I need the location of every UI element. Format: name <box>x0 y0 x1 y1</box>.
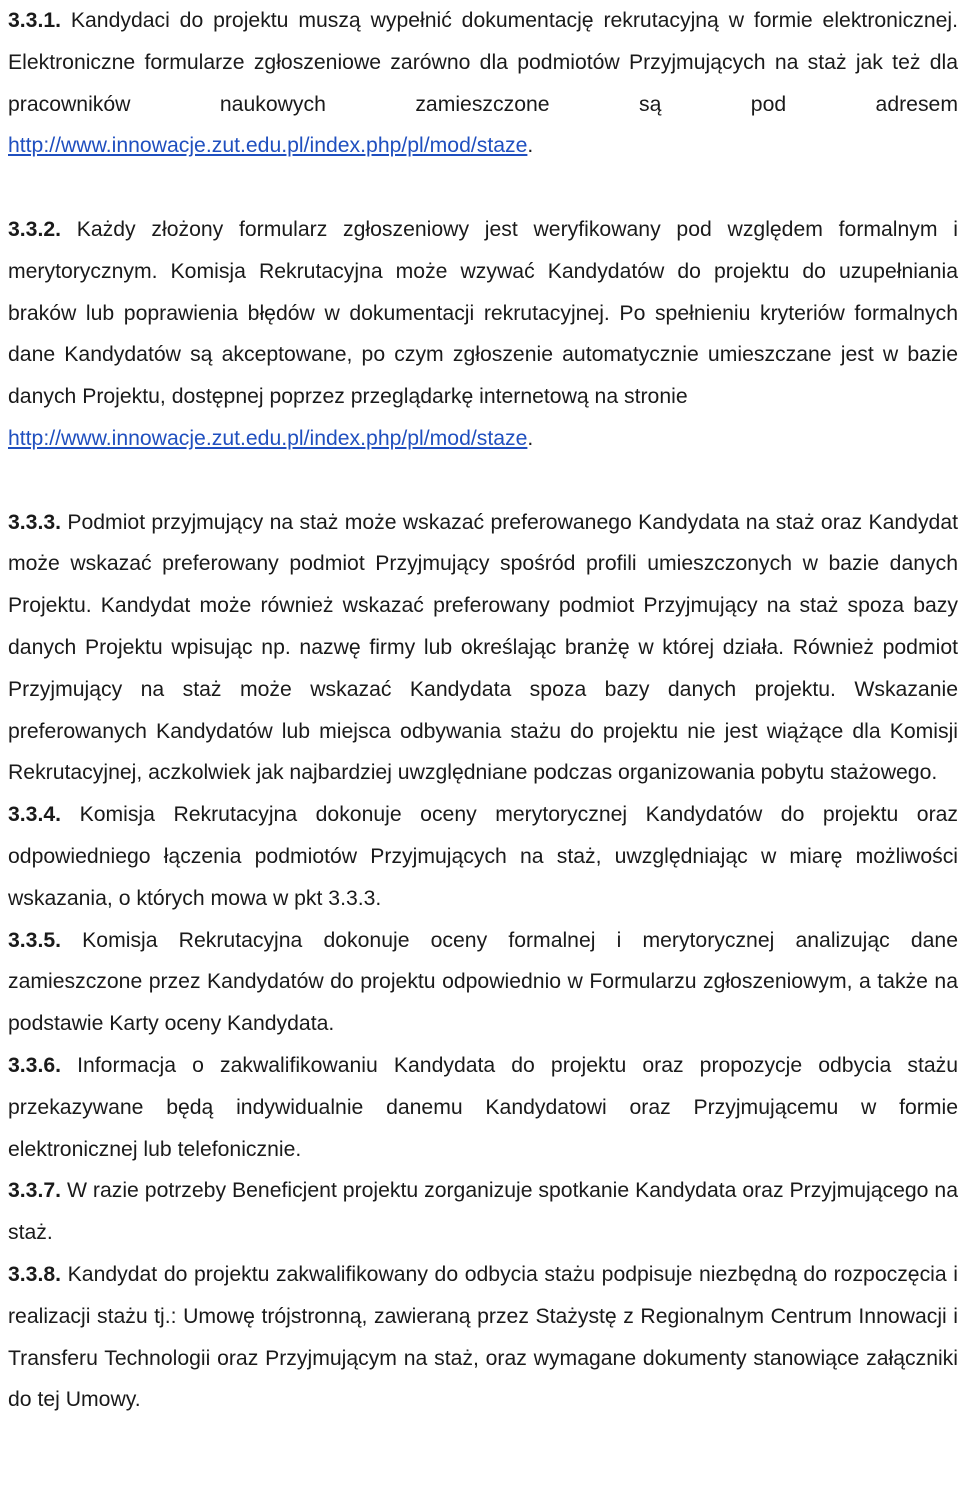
section-text: Informacja o zakwalifikowaniu Kandydata do projektu oraz propozycje odbycia stażu przekazywane będą indywidualnie danemu Kandydatowi oraz Przyjmującemu w formie elektronicznej lub telefonicznie. <box>8 1053 958 1161</box>
section-number: 3.3.1. <box>8 9 62 32</box>
section-text: Komisja Rekrutacyjna dokonuje oceny formalnej i merytorycznej analizując dane zamieszczone przez Kandydatów do projektu odpowiednio w Formularzu zgłoszeniowym, a także na podstawie Karty oceny Kandydata. <box>8 928 958 1036</box>
section-3-3-4 <box>8 794 958 919</box>
section-text: Podmiot przyjmujący na staż może wskazać preferowanego Kandydata na staż oraz Kandydat może wskazać preferowany podmiot Przyjmujący spośród profili umieszczonych w bazie danych Projektu. Kandydat może również wskazać preferowany podmiot Przyjmujący na staż spoza bazy danych Projektu wpisując np. nazwę firmy lub określając branżę w której działa. Również podmiot Przyjmujący na staż może wskazać Kandydata spoza bazy danych projektu. Wskazanie preferowanych Kandydatów lub miejsca odbywania stażu do projektu nie jest wiążące dla Komisji Rekrutacyjnej, aczkolwiek jak najbardziej uwzględniane podczas organizowania pobytu stażowego. <box>8 510 958 785</box>
section-number: 3.3.2. <box>8 217 62 241</box>
section-text-end: . <box>527 134 534 158</box>
section-3-3-1 <box>8 0 958 167</box>
section-text: Kandydaci do projektu muszą wypełnić dokumentację rekrutacyjną w formie elektronicznej. Elektroniczne formularze zgłoszeniowe zarówno dla podmiotów Przyjmujących na staż jak też dla pracowników naukowych zamieszczone są pod adresem <box>8 9 958 116</box>
section-3-3-8 <box>8 1254 958 1421</box>
section-number: 3.3.6. <box>8 1053 62 1077</box>
staze-link[interactable]: http://www.innowacje.zut.edu.pl/index.php/pl/mod/staze <box>8 134 528 158</box>
section-number: 3.3.3. <box>8 510 62 534</box>
section-text-2: przeglądarkę internetową na stronie <box>350 385 688 409</box>
section-text-end: . <box>527 426 534 450</box>
section-text: W razie potrzeby Beneficjent projektu zorganizuje spotkanie Kandydata oraz Przyjmującego na staż. <box>8 1179 958 1245</box>
section-3-3-7 <box>8 1170 958 1254</box>
section-text: Każdy złożony formularz zgłoszeniowy jest weryfikowany pod względem formalnym i merytorycznym. Komisja Rekrutacyjna może wzywać Kandydatów do projektu do uzupełniania braków lub poprawienia błędów w dokumentacji rekrutacyjnej. Po spełnieniu kryteriów formalnych dane Kandydatów są akceptowane, po czym zgłoszenie automatycznie umieszczane jest w bazie danych Projektu, dostępnej poprzez <box>8 217 958 409</box>
section-3-3-3 <box>8 502 958 795</box>
section-number: 3.3.8. <box>8 1262 62 1286</box>
section-text: Komisja Rekrutacyjna dokonuje oceny merytorycznej Kandydatów do projektu oraz odpowiedniego łączenia podmiotów Przyjmujących na staż, uwzględniając w miarę możliwości wskazania, o których mowa w pkt 3.3.3. <box>8 803 959 910</box>
section-3-3-5 <box>8 920 958 1045</box>
staze-link[interactable]: http://www.innowacje.zut.edu.pl/index.php/pl/mod/staze <box>8 426 528 450</box>
section-text: Kandydat do projektu zakwalifikowany do odbycia stażu podpisuje niezbędną do rozpoczęcia i realizacji stażu tj.: Umowę trójstronną, zawieraną przez Stażystę z Regionalnym Centrum Innowacji i Transferu Technologii oraz Przyjmującym na staż, oraz wymagane dokumenty stanowiące załączniki do tej Umowy. <box>8 1262 958 1412</box>
section-3-3-2 <box>8 209 958 460</box>
section-number: 3.3.7. <box>8 1179 62 1203</box>
document-page <box>8 0 958 1421</box>
section-number: 3.3.5. <box>8 928 62 952</box>
section-number: 3.3.4. <box>8 803 62 827</box>
section-3-3-6 <box>8 1045 958 1170</box>
